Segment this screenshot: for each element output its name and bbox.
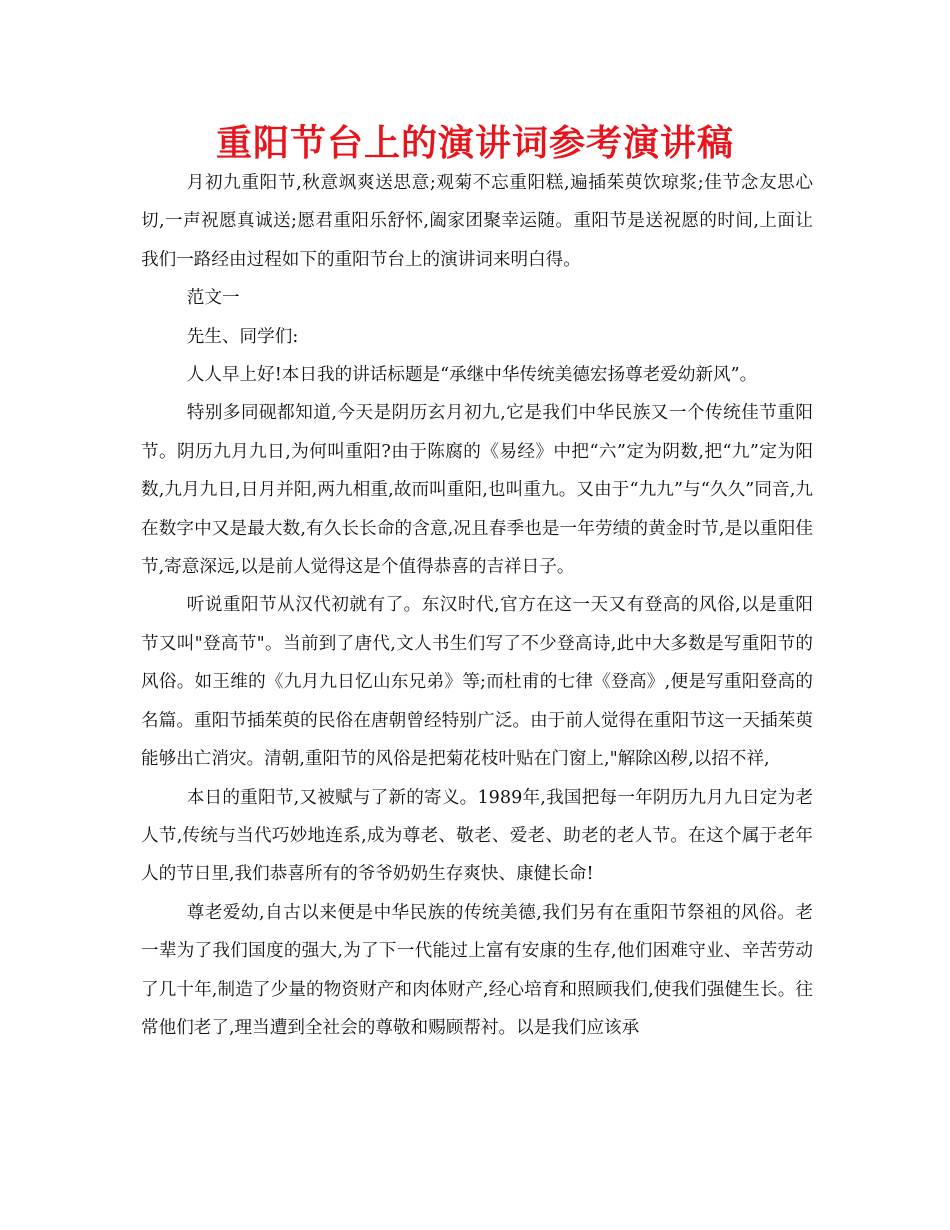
paragraph-sample-heading: 范文一 [186, 288, 240, 309]
paragraph-history: 听说重阳节从汉代初就有了。东汉时代,官方在这一天又有登高的风俗,以是重阳节又叫"登高节"。当前到了唐代,文人书生们写了不少登高诗,此中大多数是写重阳节的风俗。如王维的《九月九日忆山东兄弟》等;而杜甫的七律《登高》,便是写重阳登高的名篇。重阳节插茱萸的民俗在唐朝曾经特别广泛。由于前人觉得在重阳节这一天插茱萸能够出亡消灾。清朝,重阳节的风俗是把菊花枝叶贴在门窗上,"解除凶秽,以招不祥, [141, 595, 813, 770]
paragraph-intro: 月初九重阳节,秋意飒爽送思意;观菊不忘重阳糕,遍插茱萸饮琼浆;佳节念友思心切,一声祝愿真诚送;愿君重阳乐舒怀,阖家团聚幸运随。重阳节是送祝愿的时间,上面让我们一路经由过程如下的重阳节台上的演讲词来明白得。 [141, 173, 813, 270]
paragraph-elderly-day: 本日的重阳节,又被赋与了新的寄义。1989年,我国把每一年阴历九月九日定为老人节,传统与当代巧妙地连系,成为尊老、敬老、爱老、助老的老人节。在这个属于老年人的节日里,我们恭喜所有的爷爷奶奶生存爽快、康健长命! [141, 787, 813, 885]
paragraph-respect-elders: 尊老爱幼,自古以来便是中华民族的传统美德,我们另有在重阳节祭祖的风俗。老一辈为了我们国度的强大,为了下一代能过上富有安康的生存,他们困难守业、辛苦劳动了几十年,制造了少量的物资财产和肉体财产,经心培育和照顾我们,使我们强健生长。往常他们老了,理当遭到全社会的尊敬和赐顾帮衬。以是我们应该承 [141, 902, 813, 1038]
document-body [141, 164, 813, 1047]
document-title: 重阳节台上的演讲词参考演讲稿 [215, 122, 734, 164]
paragraph-greeting: 人人早上好!本日我的讲话标题是“承继中华传统美德宏扬尊老爱幼新风”。 [186, 365, 758, 386]
paragraph-salutation: 先生、同学们: [186, 326, 299, 347]
paragraph-festival-origin: 特别多同砚都知道,今天是阴历玄月初九,它是我们中华民族又一个传统佳节重阳节。阴历九月九日,为何叫重阳?由于陈腐的《易经》中把“六”定为阴数,把“九”定为阳数,九月九日,日月并阳,两九相重,故而叫重阳,也叫重九。又由于“九九”与“久久”同音,九在数字中又是最大数,有久长长命的含意,况且春季也是一年劳绩的黄金时节,是以重阳佳节,寄意深远,以是前人觉得这是个值得恭喜的吉祥日子。 [141, 403, 813, 578]
